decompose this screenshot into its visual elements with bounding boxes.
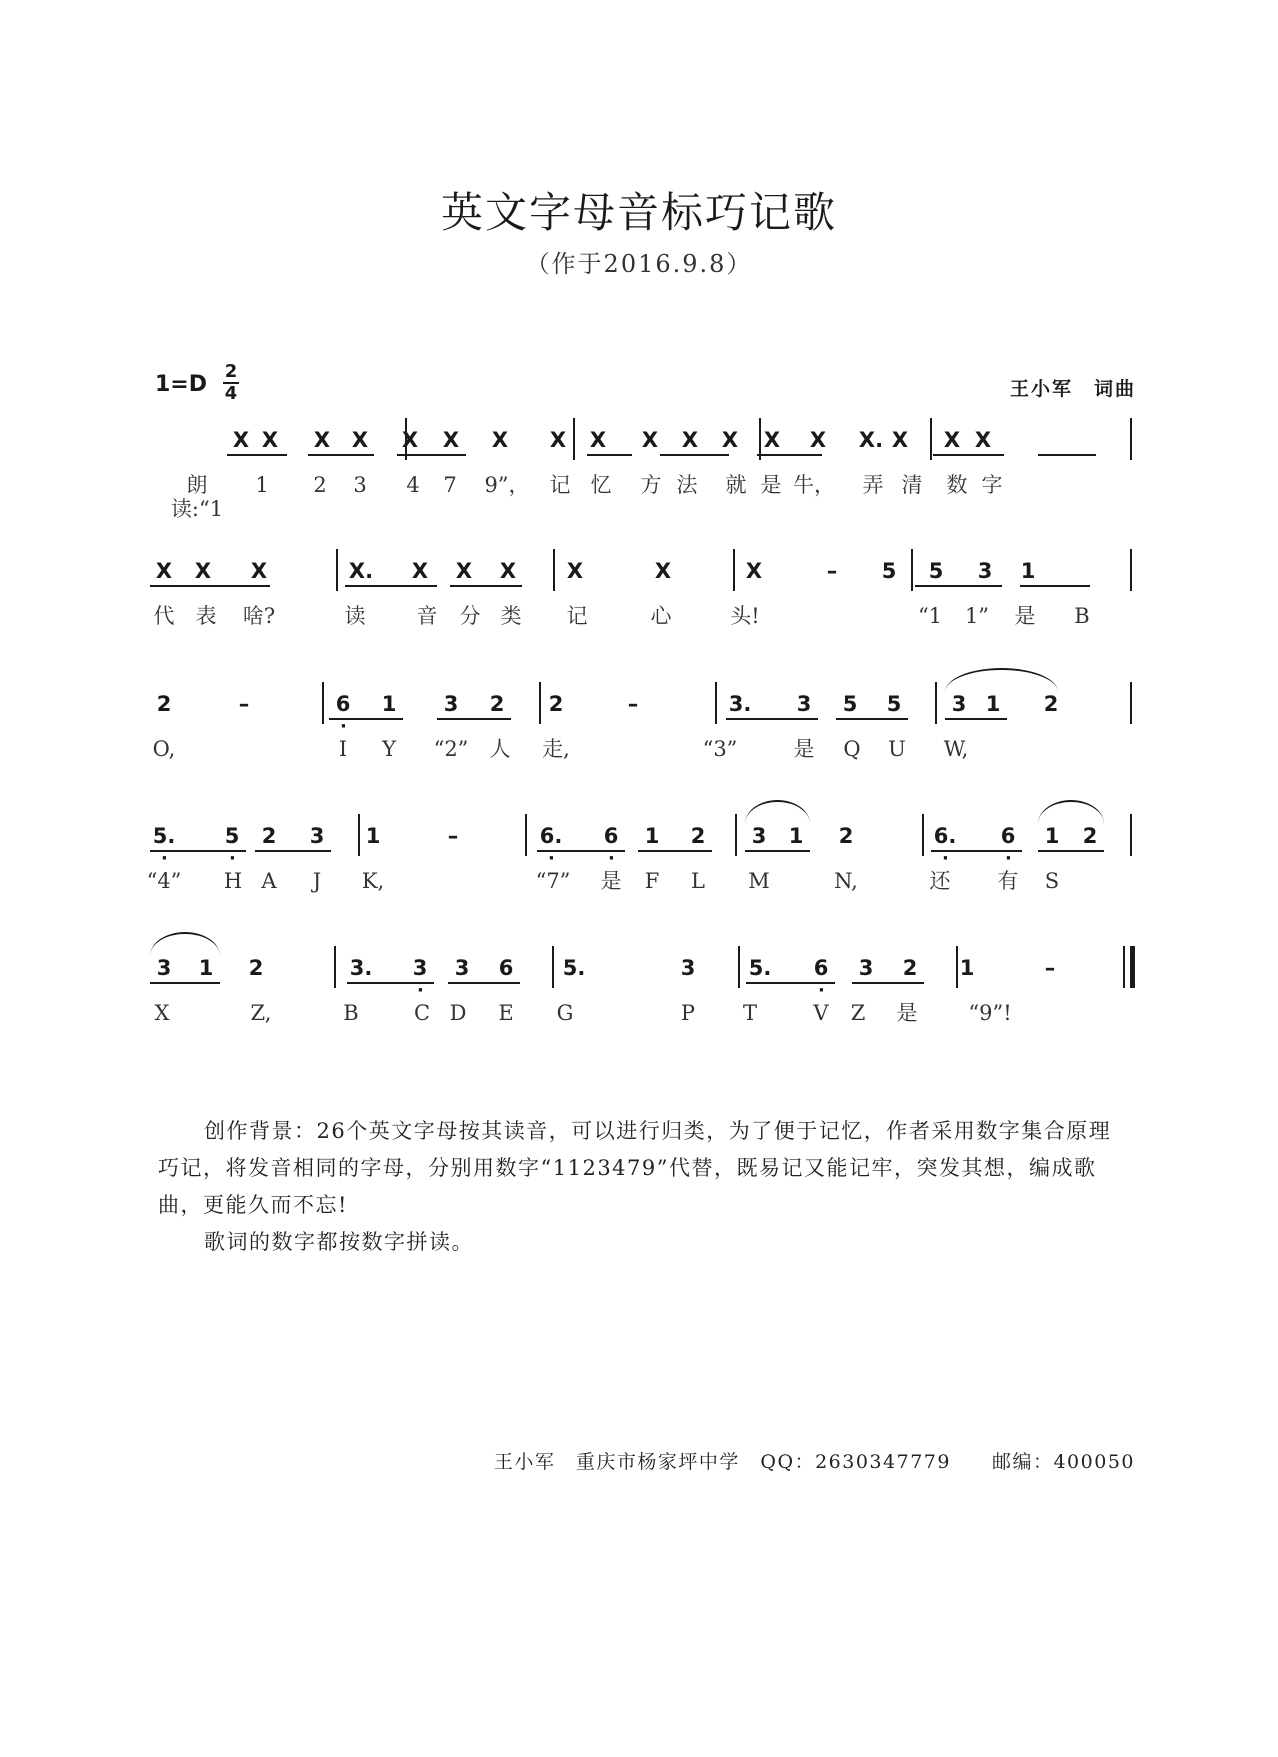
score-lyric: O, — [152, 737, 176, 761]
score-lyric: C — [413, 1001, 431, 1025]
score-note: 1 — [1044, 824, 1060, 848]
score-lyric: 是 — [1014, 604, 1036, 628]
score-note: 3 — [796, 692, 812, 716]
score-note: 2 — [489, 692, 505, 716]
score-lyric: “9”! — [968, 1001, 1012, 1025]
score-lyric: 是 — [896, 1001, 918, 1025]
score-lyric: I — [338, 737, 348, 761]
score-note: X — [491, 428, 509, 452]
score-note: 1 — [198, 956, 214, 980]
slur-arc — [745, 800, 810, 824]
score-note: 6. — [933, 824, 957, 848]
score-note: 6 — [813, 956, 829, 980]
score-note: X — [641, 428, 659, 452]
song-title: 英文字母音标巧记歌 — [440, 188, 837, 237]
score-note: 5. — [562, 956, 586, 980]
score-note: 2 — [1082, 824, 1098, 848]
score-note: X — [351, 428, 369, 452]
score-note: X — [891, 428, 909, 452]
score-lyric: F — [644, 869, 660, 893]
score-note: X — [943, 428, 961, 452]
score-note: 5. — [748, 956, 772, 980]
song-date: （作于2016.9.8） — [525, 250, 753, 278]
score-lyric: G — [556, 1001, 574, 1025]
score-note: 2 — [248, 956, 264, 980]
score-lyric: “4” — [146, 869, 182, 893]
score-lyric: 还 — [929, 869, 951, 893]
key-signature: 1=D — [155, 372, 208, 397]
score-lyric: 字 — [981, 473, 1003, 497]
beam-line — [150, 982, 220, 984]
score-note: 3. — [728, 692, 752, 716]
score-lyric: Z, — [250, 1001, 272, 1025]
bar-line — [956, 946, 958, 988]
score-lyric: 清 — [901, 473, 923, 497]
score-note: X — [589, 428, 607, 452]
score-note: X — [974, 428, 992, 452]
score-lyric: J — [312, 869, 322, 893]
score-lyric: 2 — [313, 473, 327, 497]
bar-line — [715, 682, 717, 724]
beam-line — [757, 454, 822, 456]
score-lyric: 1 — [255, 473, 269, 497]
beam-line — [745, 850, 810, 852]
score-lyric: 方 — [640, 473, 662, 497]
score-note: X — [455, 559, 473, 583]
score-note: 2 — [1043, 692, 1059, 716]
beam-line — [227, 454, 287, 456]
octave-dot-below: · — [417, 980, 424, 1001]
score-note: 3 — [977, 559, 993, 583]
score-lyric: 走, — [542, 737, 570, 761]
bar-line — [1123, 946, 1125, 988]
score-note: X — [654, 559, 672, 583]
beam-line — [660, 454, 729, 456]
score-lyric: 是 — [793, 737, 815, 761]
score-lyric: B — [343, 1001, 359, 1025]
score-note: 3 — [412, 956, 428, 980]
score-lyric: “2” — [433, 737, 469, 761]
score-note: 5 — [224, 824, 240, 848]
score-lyric: “3” — [702, 737, 738, 761]
score-lyric: 4 — [406, 473, 420, 497]
bar-line — [358, 814, 360, 856]
bar-line — [738, 946, 740, 988]
score-note: 5 — [881, 559, 897, 583]
score-note: 2 — [690, 824, 706, 848]
time-signature-top: 2 — [224, 361, 238, 382]
score-lyric: 数 — [946, 473, 968, 497]
score-lyric: 7 — [443, 473, 457, 497]
background-paragraph: 创作背景：26个英文字母按其读音，可以进行归类，为了便于记忆，作者采用数字集合原理巧记，将发音相同的字母，分别用数字“1123479”代替，既易记又能记牢，突发其想，编成歌曲，更能久而不忘! — [158, 1119, 1112, 1217]
time-signature-bottom: 4 — [224, 383, 238, 404]
score-note: – — [826, 559, 838, 583]
bar-line — [735, 814, 737, 856]
score-lyric: A — [261, 869, 277, 893]
score-lyric: Z — [850, 1001, 866, 1025]
bar-line — [922, 814, 924, 856]
score-lyric: 人 — [489, 737, 511, 761]
score-note: – — [627, 692, 639, 716]
octave-dot-below: · — [161, 848, 168, 869]
score-lyric: 头! — [730, 604, 760, 628]
score-lyric: 分 — [459, 604, 481, 628]
beam-line — [397, 454, 466, 456]
score-note: 3. — [349, 956, 373, 980]
score-note: X — [566, 559, 584, 583]
bar-line — [1130, 549, 1132, 591]
score-lyric: 3 — [353, 473, 367, 497]
score-note: X — [745, 559, 763, 583]
bar-line — [911, 549, 913, 591]
score-lyric: 1” — [964, 604, 990, 628]
bar-line — [1130, 946, 1135, 988]
score-note: X — [763, 428, 781, 452]
score-lyric: L — [691, 869, 705, 893]
score-note: X — [442, 428, 460, 452]
score-lyric: 记 — [566, 604, 588, 628]
score-lyric: 9”， — [484, 473, 530, 497]
score-lyric: 读 — [344, 604, 366, 628]
score-lyric: 朗读:“1 — [170, 473, 224, 521]
score-lyric: 是 — [600, 869, 622, 893]
contact-footer: 王小军 重庆市杨家坪中学 QQ：2630347779 邮编：400050 — [493, 1451, 1135, 1473]
score-note: 3 — [751, 824, 767, 848]
score-note: 2 — [548, 692, 564, 716]
score-note: 6 — [335, 692, 351, 716]
score-note: – — [447, 824, 459, 848]
bar-line — [1130, 418, 1132, 460]
octave-dot-below: · — [1005, 848, 1012, 869]
score-note: 5. — [152, 824, 176, 848]
score-note: 1 — [788, 824, 804, 848]
bar-line — [334, 946, 336, 988]
score-lyric: 牛， — [793, 473, 835, 497]
score-lyric: K, — [361, 869, 385, 893]
score-note: X. — [348, 559, 374, 583]
score-note: X — [681, 428, 699, 452]
beam-line — [1038, 850, 1104, 852]
score-lyric: Q — [843, 737, 861, 761]
score-note: – — [1044, 956, 1056, 980]
score-note: X — [721, 428, 739, 452]
score-lyric: W, — [943, 737, 969, 761]
score-note: 6 — [498, 956, 514, 980]
slur-arc — [1038, 800, 1104, 824]
score-lyric: 是 — [760, 473, 782, 497]
score-note: 2 — [261, 824, 277, 848]
score-lyric: S — [1044, 869, 1060, 893]
score-lyric: Y — [382, 737, 396, 761]
score-note: X — [261, 428, 279, 452]
score-note: X — [809, 428, 827, 452]
score-lyric: 有 — [997, 869, 1019, 893]
author-credit: 王小军 词曲 — [1009, 378, 1136, 400]
score-note: 1 — [365, 824, 381, 848]
octave-dot-below: · — [548, 848, 555, 869]
score-note: X. — [858, 428, 884, 452]
score-note: X — [411, 559, 429, 583]
score-note: X — [232, 428, 250, 452]
score-note: 2 — [838, 824, 854, 848]
beam-line — [150, 585, 270, 587]
beam-line — [308, 454, 374, 456]
bar-line — [322, 682, 324, 724]
bar-line — [935, 682, 937, 724]
beam-line — [587, 454, 632, 456]
octave-dot-below: · — [818, 980, 825, 1001]
slur-arc — [945, 668, 1058, 692]
score-note: 3 — [309, 824, 325, 848]
score-note: 6. — [539, 824, 563, 848]
score-lyric: 啥? — [242, 604, 276, 628]
score-lyric: D — [449, 1001, 467, 1025]
score-note: 1 — [644, 824, 660, 848]
beam-line — [448, 982, 520, 984]
score-note: 3 — [443, 692, 459, 716]
score-lyric: 心 — [650, 604, 672, 628]
score-lyric: X — [154, 1001, 170, 1025]
score-note: X — [401, 428, 419, 452]
reading-note: 歌词的数字都按数字拼读。 — [204, 1230, 474, 1254]
bar-line — [930, 418, 932, 460]
score-lyric: N, — [834, 869, 858, 893]
beam-line — [852, 982, 924, 984]
score-lyric: 代 — [153, 604, 175, 628]
score-note: 1 — [985, 692, 1001, 716]
score-lyric: T — [742, 1001, 757, 1025]
score-lyric: “7” — [535, 869, 571, 893]
score-lyric: H — [223, 869, 243, 893]
bar-line — [573, 418, 575, 460]
bar-line — [336, 549, 338, 591]
bar-line — [1130, 682, 1132, 724]
beam-line — [1020, 585, 1090, 587]
beam-line — [933, 454, 1004, 456]
octave-dot-below: · — [340, 716, 347, 737]
score-lyric: 忆 — [590, 473, 612, 497]
score-note: – — [238, 692, 250, 716]
beam-line — [638, 850, 712, 852]
bar-line — [552, 946, 554, 988]
score-lyric: 记 — [549, 473, 571, 497]
score-lyric: B — [1074, 604, 1090, 628]
beam-line — [345, 585, 437, 587]
score-lyric: 就 — [725, 473, 747, 497]
score-lyric: 音 — [416, 604, 438, 628]
score-lyric: E — [498, 1001, 514, 1025]
score-note: 3 — [858, 956, 874, 980]
score-note: 3 — [951, 692, 967, 716]
score-lyric: 法 — [676, 473, 698, 497]
score-note: 1 — [381, 692, 397, 716]
beam-line — [437, 718, 511, 720]
score-note: 6 — [603, 824, 619, 848]
beam-line — [1038, 454, 1096, 456]
beam-line — [836, 718, 908, 720]
score-lyric: “1 — [917, 604, 943, 628]
score-note: 1 — [1020, 559, 1036, 583]
slur-arc — [150, 932, 220, 956]
score-note: X — [250, 559, 268, 583]
beam-line — [726, 718, 818, 720]
score-lyric: U — [888, 737, 906, 761]
score-note: X — [155, 559, 173, 583]
score-note: 5 — [886, 692, 902, 716]
bar-line — [553, 549, 555, 591]
score-lyric: V — [813, 1001, 829, 1025]
octave-dot-below: · — [942, 848, 949, 869]
beam-line — [255, 850, 331, 852]
score-lyric: P — [680, 1001, 696, 1025]
score-note: 3 — [156, 956, 172, 980]
score-note: 2 — [902, 956, 918, 980]
score-note: 5 — [928, 559, 944, 583]
beam-line — [915, 585, 1002, 587]
score-note: 3 — [454, 956, 470, 980]
bar-line — [525, 814, 527, 856]
score-note: X — [194, 559, 212, 583]
score-note: X — [549, 428, 567, 452]
score-note: 3 — [680, 956, 696, 980]
octave-dot-below: · — [229, 848, 236, 869]
score-lyric: 类 — [500, 604, 522, 628]
beam-line — [450, 585, 522, 587]
bar-line — [733, 549, 735, 591]
score-note: 6 — [1000, 824, 1016, 848]
score-note: 1 — [959, 956, 975, 980]
beam-line — [945, 718, 1007, 720]
bar-line — [1130, 814, 1132, 856]
bar-line — [539, 682, 541, 724]
score-lyric: 弄 — [862, 473, 884, 497]
score-note: 2 — [156, 692, 172, 716]
score-note: 5 — [842, 692, 858, 716]
score-note: X — [313, 428, 331, 452]
score-note: X — [499, 559, 517, 583]
score-lyric: M — [748, 869, 770, 893]
octave-dot-below: · — [608, 848, 615, 869]
score-lyric: 表 — [195, 604, 217, 628]
